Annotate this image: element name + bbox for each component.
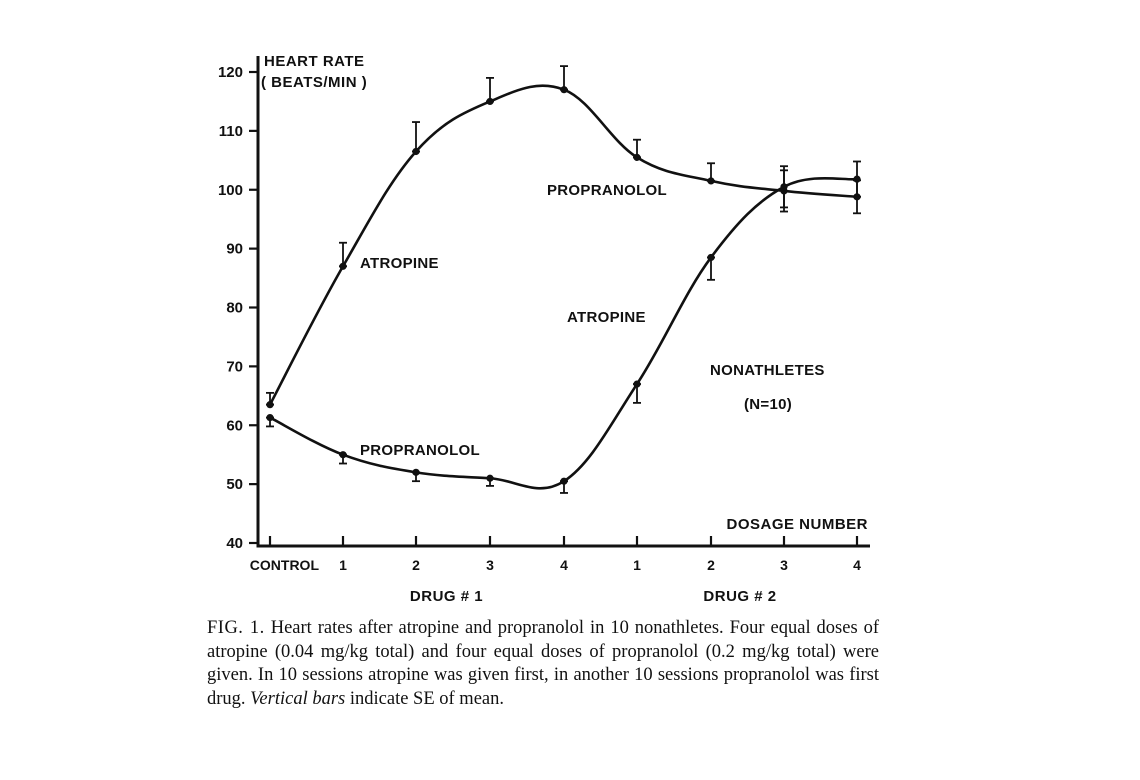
y-tick-label: 70: [226, 358, 243, 376]
annotation-label: PROPRANOLOL: [360, 442, 480, 459]
data-point: [853, 176, 860, 183]
x-axis-title: DOSAGE NUMBER: [726, 516, 868, 533]
series-line-1: [270, 86, 857, 405]
x-tick-label: 1: [633, 557, 641, 573]
y-tick-label: 90: [226, 240, 243, 258]
caption-text-2: indicate SE of mean.: [349, 688, 504, 709]
x-tick-label: 3: [780, 557, 788, 573]
caption-label: FIG. 1.: [207, 618, 265, 638]
annotation-label: PROPRANOLOL: [547, 182, 667, 199]
data-point: [560, 86, 567, 93]
y-tick-label: 40: [226, 535, 243, 552]
caption-italic: Vertical bars: [250, 688, 346, 709]
data-point: [707, 177, 714, 184]
x-tick-label: 3: [486, 557, 494, 573]
y-axis-title-units: ( BEATS/MIN ): [261, 74, 368, 91]
data-point: [412, 469, 419, 476]
y-axis-title: HEART RATE: [264, 53, 365, 70]
y-tick-label: 110: [218, 122, 243, 140]
data-point: [560, 478, 567, 485]
x-tick-label: 4: [560, 557, 568, 573]
series-line-2: [270, 178, 857, 488]
data-point: [633, 154, 640, 161]
x-tick-label: 2: [412, 557, 420, 573]
data-point: [707, 254, 714, 261]
data-point: [486, 475, 493, 482]
x-tick-label: 4: [853, 557, 861, 573]
x-tick-label: 2: [707, 557, 715, 573]
data-point: [339, 451, 346, 458]
data-point: [853, 193, 860, 200]
y-tick-label: 120: [217, 64, 243, 81]
data-point: [266, 401, 273, 408]
drug-group-label: DRUG # 1: [409, 588, 484, 605]
y-tick-label: 80: [226, 299, 243, 317]
figure-caption: [207, 617, 879, 711]
annotation-label: NONATHLETES: [710, 362, 825, 379]
data-point: [486, 98, 493, 105]
annotation-label: ATROPINE: [567, 309, 646, 326]
data-point: [266, 414, 273, 421]
data-point: [339, 263, 346, 270]
data-point: [633, 380, 640, 387]
y-tick-label: 60: [226, 417, 243, 435]
data-point: [412, 148, 419, 155]
y-tick-label: 100: [217, 181, 243, 199]
x-tick-label: CONTROL: [249, 557, 319, 573]
caption-text-1: Heart rates after atropine and propranolol in 10 nonathletes. Four equal doses of atropine (0.04 mg/kg total) and four equal doses of propranolol (0.2 mg/kg total) were given. In 10 sessions atropine was given first, in another 10 sessions propranolol was first drug.: [207, 618, 880, 709]
y-tick-label: 50: [226, 476, 243, 494]
data-point: [780, 183, 787, 190]
x-tick-label: 1: [339, 557, 347, 573]
annotation-label: ATROPINE: [360, 255, 439, 272]
annotation-label: (N=10): [744, 396, 793, 413]
drug-group-label: DRUG # 2: [703, 588, 777, 605]
